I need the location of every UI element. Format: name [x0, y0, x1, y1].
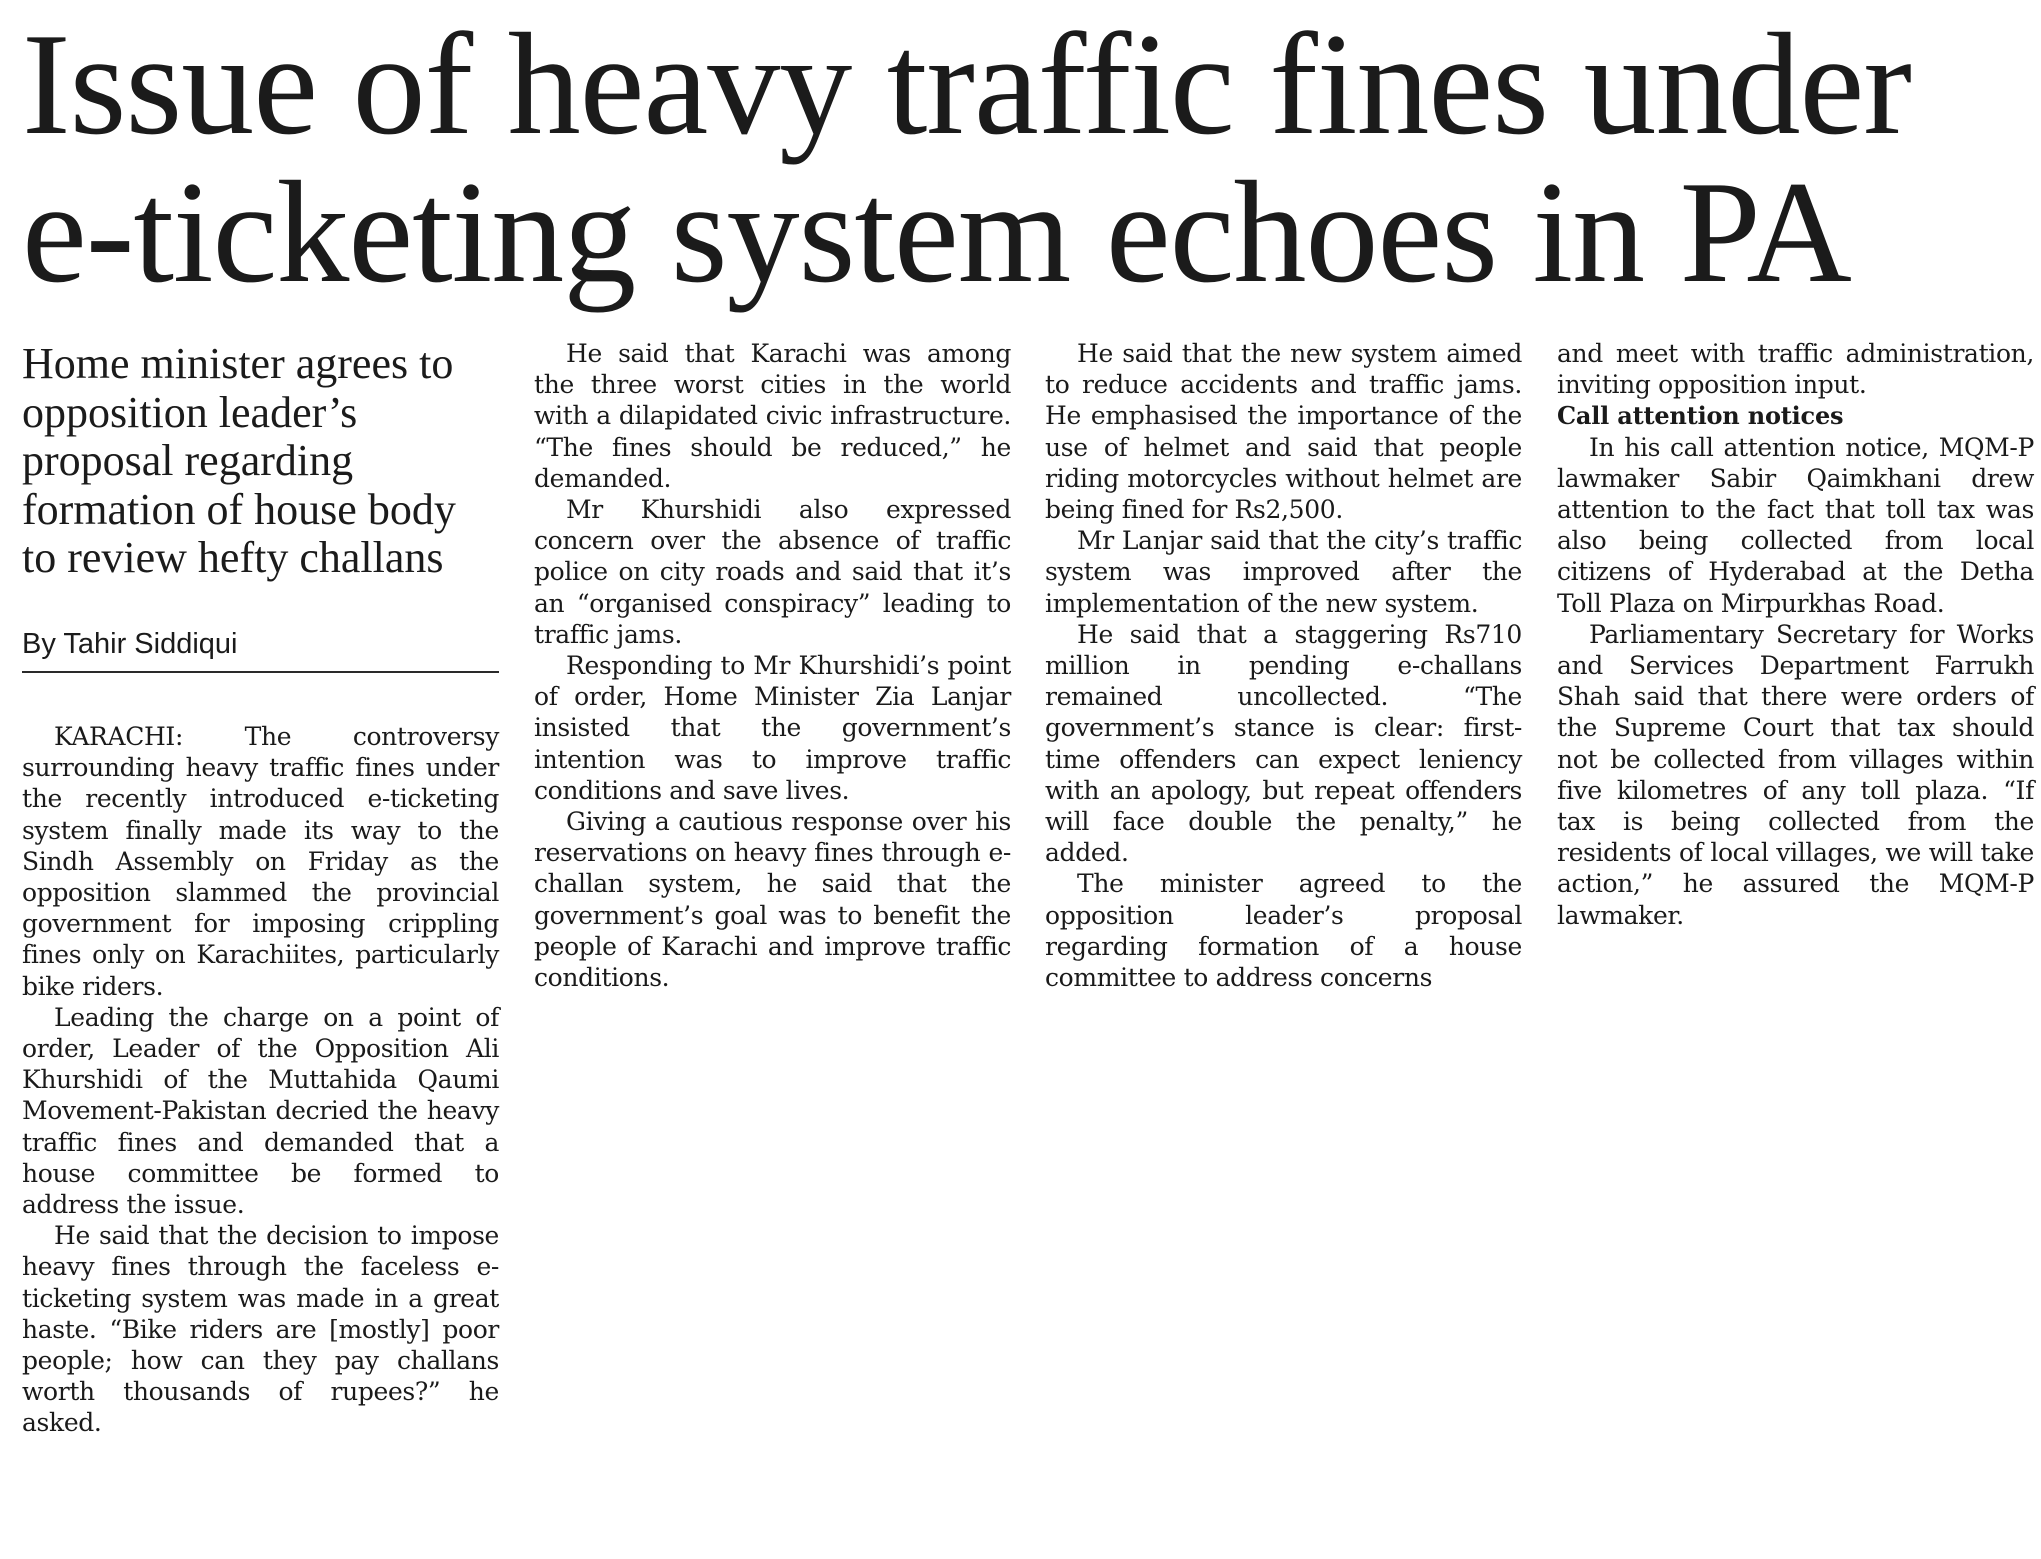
paragraph: He said that a staggering Rs710 million in pending e-challans remained uncollected. “The government’s stance is clear: first-time offenders can expect leniency with an apology, but repeat offenders will face double the penalty,” he added. — [1045, 619, 1522, 868]
paragraph: Mr Lanjar said that the city’s traffic system was improved after the implementation of the new system. — [1045, 526, 1522, 618]
headline — [22, 3, 2022, 313]
byline: By Tahir Siddiqui — [22, 627, 499, 673]
column-2 — [534, 338, 1011, 993]
paragraph: Parliamentary Secretary for Works and Services Department Farrukh Shah said that there were orders of the Supreme Court that tax should not be collected from villages within five kilometres of any toll plaza. “If tax is being collected from the residents of local villages, we will take action,” he assured the MQM-P lawmaker. — [1557, 619, 2034, 930]
deck: Home minister agrees to opposition leader’s proposal regarding formation of house body to review hefty challans — [22, 339, 456, 583]
paragraph: Giving a cautious response over his reservations on heavy fines through e-challan system, he said that the government’s goal was to benefit the people of Karachi and improve traffic conditions. — [534, 807, 1011, 993]
headline-line-2: e-ticketing system echoes in PA — [22, 151, 1851, 313]
paragraph-continuation: and meet with traffic administration, inviting opposition input. — [1557, 339, 2034, 400]
paragraph: Responding to Mr Khurshidi’s point of order, Home Minister Zia Lanjar insisted that the government’s intention was to improve traffic conditions and save lives. — [534, 651, 1011, 805]
article-body-start — [22, 721, 499, 1439]
paragraph: He said that Karachi was among the three worst cities in the world with a dilapidated civic infrastructure. “The fines should be reduced,” he demanded. — [534, 339, 1011, 493]
column-4 — [1557, 338, 2034, 931]
paragraph: The minister agreed to the opposition leader’s proposal regarding formation of a house committee to address concerns — [1045, 869, 1522, 993]
paragraph: He said that the decision to impose heavy fines through the faceless e-ticketing system was made in a great haste. “Bike riders are [mostly] poor people; how can they pay challans worth thousands of rupees?” he asked. — [22, 1221, 499, 1438]
column-1 — [22, 340, 499, 1439]
paragraph: He said that the new system aimed to reduce accidents and traffic jams. He emphasised the importance of the use of helmet and said that people riding motorcycles without helmet are being fined for Rs2,500. — [1045, 339, 1522, 525]
column-3 — [1045, 338, 1522, 993]
paragraph: Leading the charge on a point of order, Leader of the Opposition Ali Khurshidi of the Muttahida Qaumi Movement-Pakistan decried the heavy traffic fines and demanded that a house committee be formed to address the issue. — [22, 1002, 499, 1220]
subheading: Call attention notices — [1557, 401, 1844, 431]
paragraph: In his call attention notice, MQM-P lawmaker Sabir Qaimkhani drew attention to the fact that toll tax was also being collected from local citizens of Hyderabad at the Detha Toll Plaza on Mirpurkhas Road. — [1557, 432, 2034, 618]
paragraph: Mr Khurshidi also expressed concern over the absence of traffic police on city roads and said that it’s an “organised conspiracy” leading to traffic jams. — [534, 495, 1011, 649]
paragraph: KARACHI: The controversy surrounding heavy traffic fines under the recently introduced e-ticketing system finally made its way to the Sindh Assembly on Friday as the opposition slammed the provincial government for imposing crippling fines only on Karachiites, particularly bike riders. — [22, 721, 499, 1001]
headline-line-1: Issue of heavy traffic fines under — [22, 3, 1911, 165]
